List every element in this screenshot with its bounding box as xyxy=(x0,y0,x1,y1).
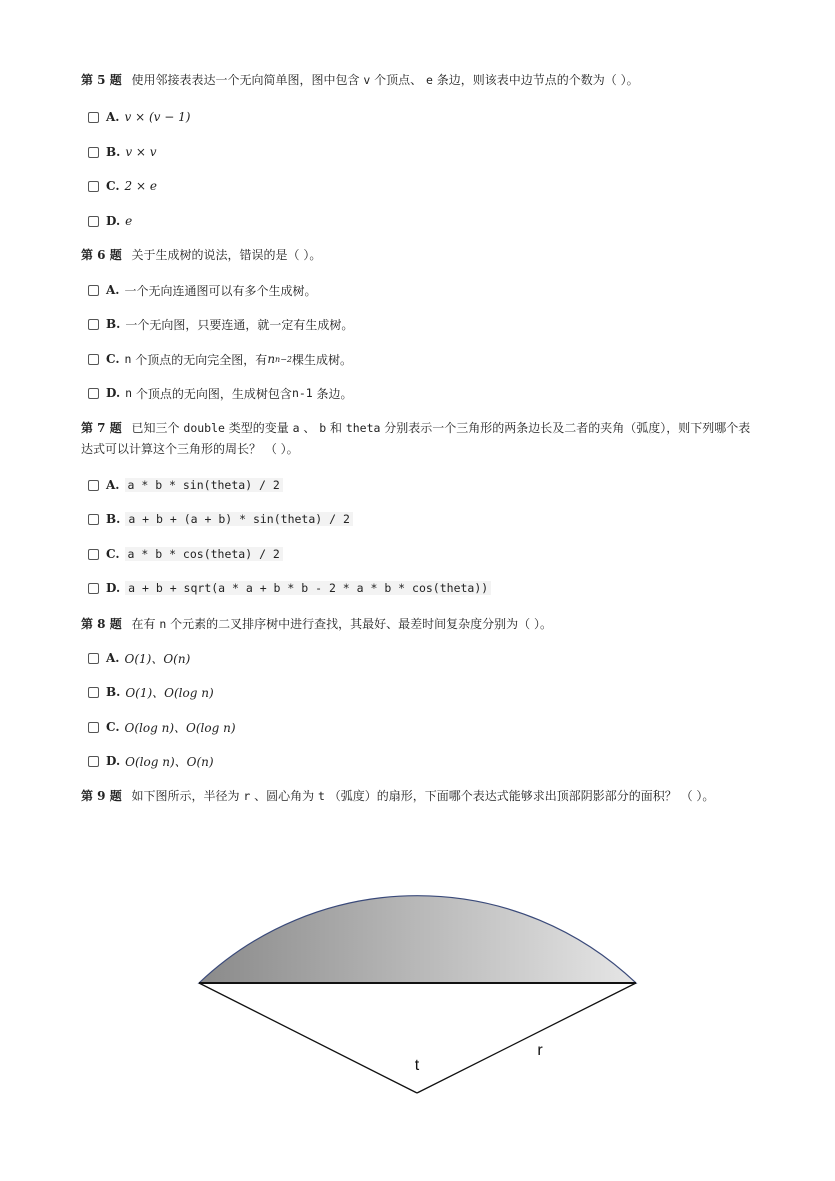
option-text: 一个无向连通图可以有多个生成树。 xyxy=(124,283,317,298)
option-letter: A. xyxy=(106,283,120,297)
option-code: a * b * cos(theta) / 2 xyxy=(125,547,283,561)
angle-label-t: t xyxy=(414,1057,420,1074)
option-text: 个顶点的无向图，生成树包含 xyxy=(135,386,292,401)
math-exponent: n−2 xyxy=(275,354,292,364)
question-number: 第 6 题 xyxy=(81,248,122,262)
inline-code: t xyxy=(318,789,325,803)
shaded-segment xyxy=(199,896,636,983)
inline-code: n xyxy=(159,617,167,631)
option-letter: D. xyxy=(106,581,121,595)
inline-code: a xyxy=(292,421,300,435)
option-letter: D. xyxy=(106,214,121,228)
question-number: 第 8 题 xyxy=(81,617,122,631)
question-text: 、圆心角为 xyxy=(254,789,315,803)
inline-code: v xyxy=(363,73,371,87)
option-text: 个顶点的无向完全图，有 xyxy=(135,352,268,367)
inline-code: n-1 xyxy=(291,386,313,400)
question-text: 已知三个 xyxy=(131,421,180,435)
question-text: 如下图所示，半径为 xyxy=(131,789,240,803)
inline-code: b xyxy=(319,421,327,435)
question-text: 、 xyxy=(303,421,316,435)
inline-code: theta xyxy=(345,421,381,435)
question-number: 第 9 题 xyxy=(81,789,122,803)
option-text: O(log n)、O(log n) xyxy=(124,720,236,735)
question-text: 条边，则该表中边节点的个数为（ ）。 xyxy=(436,73,639,87)
option-text: 2 × e xyxy=(124,179,157,193)
option-letter: C. xyxy=(106,352,120,366)
option-code: a + b + sqrt(a * a + b * b - 2 * a * b * cos(theta)) xyxy=(125,581,491,595)
question-number: 第 7 题 xyxy=(81,421,122,435)
option-letter: C. xyxy=(106,547,120,561)
radius-label-r: r xyxy=(537,1042,543,1059)
question-text: 分别表示一个三角形的两条边长及二者的夹角（弧度），则下列哪个表达式可以计算这个三角形的周长？ （ ）。 xyxy=(81,421,751,456)
question-text: 关于生成树的说法，错误的是（ ）。 xyxy=(131,248,322,262)
math-base: n xyxy=(267,352,276,366)
radius-right-line xyxy=(414,983,636,1093)
radius-left-line xyxy=(199,983,417,1093)
option-letter: D. xyxy=(106,754,121,768)
option-letter: B. xyxy=(106,685,121,699)
option-text: 一个无向图，只要连通，就一定有生成树。 xyxy=(125,317,354,332)
question-text: 在有 xyxy=(131,617,156,631)
option-letter: B. xyxy=(106,317,121,331)
option-letter: C. xyxy=(106,720,120,734)
question-number: 第 5 题 xyxy=(81,73,122,87)
option-letter: A. xyxy=(106,110,120,124)
option-letter: D. xyxy=(106,386,121,400)
option-letter: B. xyxy=(106,145,121,159)
question-text: 类型的变量 xyxy=(228,421,289,435)
option-text: 条边。 xyxy=(316,386,353,401)
question-text: （弧度）的扇形，下面哪个表达式能够求出顶部阴影部分的面积？ （ ）。 xyxy=(328,789,715,803)
option-letter: A. xyxy=(106,478,120,492)
option-text: v × (v − 1) xyxy=(124,110,191,124)
option-text: v × v xyxy=(125,145,157,159)
option-text: O(1)、O(n) xyxy=(124,651,191,666)
option-text: O(log n)、O(n) xyxy=(125,754,214,769)
inline-code: double xyxy=(183,421,225,435)
inline-code: n xyxy=(124,352,132,366)
option-text: 棵生成树。 xyxy=(292,352,353,367)
question-text: 个顶点、 xyxy=(374,73,423,87)
option-text: O(1)、O(log n) xyxy=(125,685,214,700)
option-letter: B. xyxy=(106,512,121,526)
inline-code: e xyxy=(426,73,433,87)
option-code: a * b * sin(theta) / 2 xyxy=(125,478,283,492)
question-text: 个元素的二叉排序树中进行查找，其最好、最差时间复杂度分别为（ ）。 xyxy=(170,617,552,631)
option-letter: C. xyxy=(106,179,120,193)
option-text: e xyxy=(125,214,133,228)
question-text: 和 xyxy=(329,421,342,435)
inline-code: n xyxy=(125,386,133,400)
inline-code: r xyxy=(243,789,251,803)
option-letter: A. xyxy=(106,651,120,665)
option-code: a + b + (a + b) * sin(theta) / 2 xyxy=(125,512,353,526)
question-text: 使用邻接表表达一个无向简单图，图中包含 xyxy=(131,73,360,87)
